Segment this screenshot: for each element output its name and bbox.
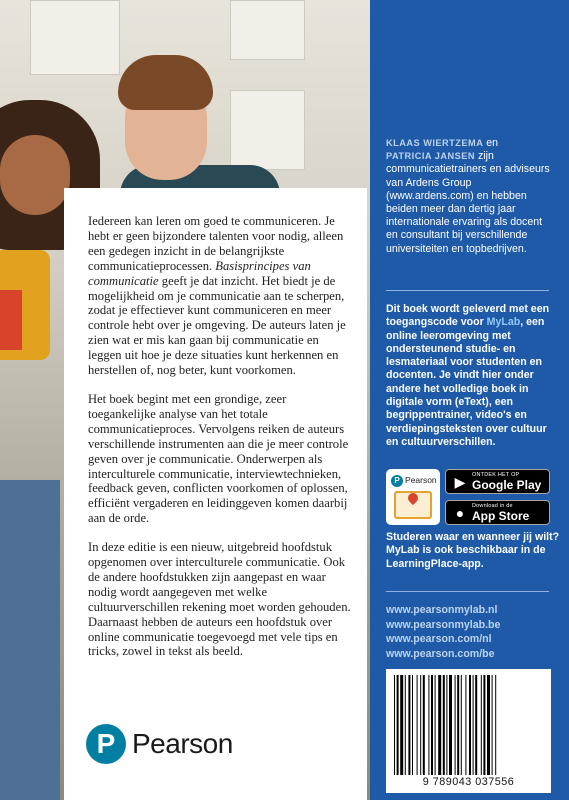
app-store-badge[interactable] xyxy=(445,500,550,525)
barcode-bar xyxy=(417,675,418,775)
barcode-bar xyxy=(420,675,421,775)
barcode-bar xyxy=(397,675,399,775)
photo-man-hair xyxy=(118,55,213,110)
mylab-brand: MyLab xyxy=(486,316,521,329)
barcode-bar xyxy=(483,675,485,775)
website-links xyxy=(386,603,556,661)
learningplace-promo: Studeren waar en wanneer jij wilt? MyLab is ook beschikbaar in de LearningPlace-app. xyxy=(386,531,560,570)
google-play-badge[interactable] xyxy=(445,469,550,494)
link-pearson-be[interactable]: www.pearson.com/be xyxy=(386,647,495,660)
learningplace-badge-label: Pearson xyxy=(405,475,437,485)
isbn-number: 9 789043 037556 xyxy=(422,776,515,788)
barcode-bar xyxy=(423,675,425,775)
barcode-bar xyxy=(457,675,459,775)
barcode-bar xyxy=(475,675,477,775)
book-title-inline: Basisprincipes van communicatie xyxy=(88,258,311,288)
blurb-paragraph-1 xyxy=(64,214,367,378)
bio-connector: en xyxy=(483,137,499,149)
learningplace-app-badge[interactable] xyxy=(386,469,440,525)
photo-woman-face xyxy=(0,135,70,215)
barcode-bar xyxy=(455,675,456,775)
apple-icon: ● xyxy=(455,505,465,521)
pearson-logo xyxy=(86,724,233,764)
barcode-bar xyxy=(412,675,413,775)
blurb-paragraph-3: In deze editie is een nieuw, uitgebreid hoofdstuk opgenomen over interculturele communicatie. Ook de andere hoofdstukken zijn aangepast en waar nodig wordt aangegeven met welke cultuurverschillen rekening moet worden gehouden. Daarnaast hebben de auteurs een hoofdstuk over online communicatie toegevoegd met vele tips en tricks, zowel in tekst als beeld. xyxy=(88,540,351,659)
barcode-bar xyxy=(428,675,429,775)
bio-text: zijn communicatietrainers en adviseurs van Ardens Group (www.ardens.com) en hebben beiden meer dan dertig jaar internationale ervaring als docent en consultant bij verschillende universiteiten en topbedrijven. xyxy=(386,150,550,255)
google-play-label: Google Play xyxy=(472,478,542,492)
barcode-bar xyxy=(405,675,406,775)
blurb-card xyxy=(64,188,367,800)
google-play-caption: ONTDEK HET OP xyxy=(472,472,520,478)
barcode xyxy=(386,669,551,793)
barcode-bar xyxy=(394,675,395,775)
author-bio xyxy=(386,137,556,256)
photo-window xyxy=(30,0,120,75)
pearson-logo-icon: P xyxy=(86,724,126,764)
author-name-2: PATRICIA JANSEN xyxy=(386,151,476,162)
barcode-bar xyxy=(469,675,471,775)
blurb-paragraph-2: Het boek begint met een grondige, zeer toegankelijke analyse van het totale communicatieproces. Vervolgens reiken de auteurs verschillende instrumenten aan die je meer controle geven over je communicatie. Onderwerpen als interculturele communicatie, interviewtechnieken, feedback geven, conflicten voorkomen of oplossen, efficiënt vergaderen en leidinggeven komen daarbij aan de orde. xyxy=(88,391,349,526)
divider xyxy=(386,591,549,592)
barcode-bar xyxy=(481,675,482,775)
divider xyxy=(386,290,549,291)
mylab-info xyxy=(386,303,556,449)
photo-book xyxy=(0,290,22,350)
photo-window xyxy=(230,0,305,60)
barcode-bar xyxy=(400,675,403,775)
google-play-icon: ▶ xyxy=(454,474,466,490)
barcode-bar xyxy=(449,675,452,775)
blue-panel xyxy=(370,0,569,800)
barcode-bar xyxy=(461,675,462,775)
blurb-text: geeft je dat inzicht. Het biedt je de mogelijkheid om je communicatie aan te scherpen, zodat je effectiever kunt communiceren en meer controle hebt over je omgeving. De auteurs laten je zien wat er mis kan gaan bij communicatie en leggen uit hoe je deze situaties kunt herkennen en herstellen of, nog beter, kunt voorkomen. xyxy=(88,273,346,378)
barcode-bar xyxy=(495,675,496,775)
barcode-bar xyxy=(408,675,410,775)
barcode-bar xyxy=(492,675,493,775)
app-store-label: App Store xyxy=(472,509,530,523)
barcode-bar xyxy=(431,675,433,775)
link-pearsonmylab-be[interactable]: www.pearsonmylab.be xyxy=(386,618,501,631)
barcode-bar xyxy=(446,675,447,775)
photo-window xyxy=(230,90,305,170)
barcode-bar xyxy=(465,675,466,775)
link-pearson-nl[interactable]: www.pearson.com/nl xyxy=(386,633,492,646)
app-badges xyxy=(386,469,551,525)
barcode-bar xyxy=(473,675,474,775)
pearson-small-icon: P xyxy=(391,475,403,487)
barcode-bars xyxy=(394,675,543,775)
blurb-text: Iedereen kan leren om goed te communiceren. Je hebt er geen bijzondere talenten voor nodig, alleen een gedegen inzicht in de belangrijkste communicatieprocessen. xyxy=(88,214,344,273)
mylab-text: , een online leeromgeving met ondersteunend studie- en lesmateriaal voor studenten en docenten. Je vindt hier onder andere het volledige boek in digitale vorm (eText), een begrippentrainer, video's en verdiepingsteksten over cultuur en cultuurverschillen. xyxy=(386,316,547,448)
photo-jeans xyxy=(0,480,60,800)
pearson-wordmark: Pearson xyxy=(132,728,233,759)
mylab-text: Dit boek wordt geleverd met een toegangscode voor xyxy=(386,303,550,329)
app-store-caption: Download in de xyxy=(472,503,513,509)
author-name-1: KLAAS WIERTZEMA xyxy=(386,138,484,148)
barcode-bar xyxy=(443,675,445,775)
barcode-bar xyxy=(435,675,436,775)
barcode-bar xyxy=(438,675,441,775)
link-pearsonmylab-nl[interactable]: www.pearsonmylab.nl xyxy=(386,604,498,616)
barcode-bar xyxy=(487,675,490,775)
